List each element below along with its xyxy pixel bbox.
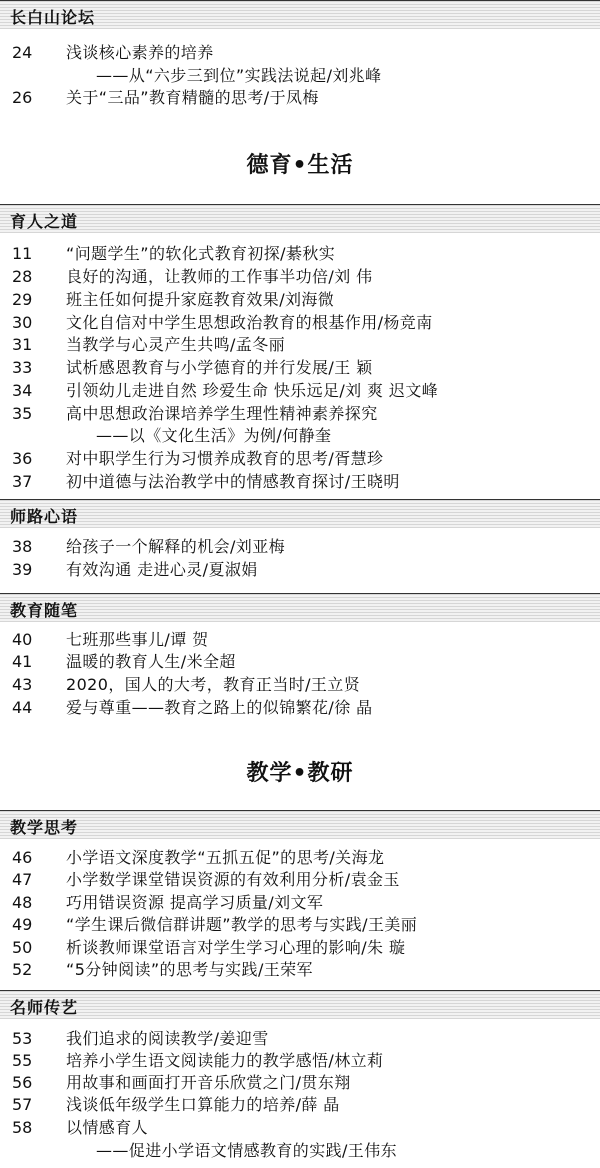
page-number: 55 <box>12 1051 33 1070</box>
article-title: 巧用错误资源 提高学习质量/刘文军 <box>66 893 324 912</box>
toc-entry[interactable] <box>0 403 600 425</box>
article-title: 良好的沟通，让教师的工作事半功倍/刘 伟 <box>66 267 373 286</box>
toc-entry[interactable] <box>0 869 600 891</box>
article-title: 当教学与心灵产生共鸣/孟冬丽 <box>66 335 285 354</box>
toc-entry[interactable] <box>0 42 600 64</box>
page-number: 26 <box>12 88 33 107</box>
category-title: 德育•生活 <box>246 153 354 178</box>
article-title: 试析感恩教育与小学德育的并行发展/王 颖 <box>66 358 373 377</box>
toc-entry[interactable] <box>0 914 600 936</box>
article-subtitle: ——从“六步三到位”实践法说起/刘兆峰 <box>96 66 382 85</box>
toc-entry[interactable] <box>0 312 600 334</box>
section-header <box>0 593 600 622</box>
section-label: 育人之道 <box>10 212 79 231</box>
page-number: 35 <box>12 404 33 423</box>
article-title: 小学语文深度教学“五抓五促”的思考/关海龙 <box>66 848 385 867</box>
article-title: 初中道德与法治教学中的情感教育探讨/王晓明 <box>66 472 400 491</box>
section-header <box>0 499 600 528</box>
toc-entry[interactable] <box>0 847 600 869</box>
article-title: 班主任如何提升家庭教育效果/刘海微 <box>66 290 335 309</box>
toc-entry[interactable] <box>0 959 600 981</box>
article-title: 温暖的教育人生/米全超 <box>66 652 236 671</box>
section-header <box>0 0 600 29</box>
toc-entry[interactable] <box>0 674 600 696</box>
section-label: 教学思考 <box>10 818 79 837</box>
page-number: 38 <box>12 537 33 556</box>
toc-entry[interactable] <box>0 334 600 356</box>
page-number: 50 <box>12 938 33 957</box>
toc-entry[interactable] <box>0 448 600 470</box>
page-number: 29 <box>12 290 33 309</box>
toc-entry[interactable] <box>0 629 600 651</box>
page-number: 30 <box>12 313 33 332</box>
page-number: 49 <box>12 915 33 934</box>
article-title: 我们追求的阅读教学/姜迎雪 <box>66 1029 269 1048</box>
category-title: 教学•教研 <box>246 761 354 786</box>
toc-entry[interactable] <box>0 892 600 914</box>
toc-entry[interactable] <box>0 266 600 288</box>
page-number: 31 <box>12 335 33 354</box>
article-title: 文化自信对中学生思想政治教育的根基作用/杨竞南 <box>66 313 433 332</box>
toc-entry[interactable] <box>0 1094 600 1116</box>
toc-entry[interactable] <box>0 1028 600 1050</box>
toc-entry[interactable] <box>0 1050 600 1072</box>
page-number: 56 <box>12 1073 33 1092</box>
article-title: 用故事和画面打开音乐欣赏之门/贯东翔 <box>66 1073 351 1092</box>
article-title: 给孩子一个解释的机会/刘亚梅 <box>66 537 285 556</box>
page-number: 46 <box>12 848 33 867</box>
page-number: 11 <box>12 244 33 263</box>
toc-entry[interactable] <box>0 380 600 402</box>
page-number: 34 <box>12 381 33 400</box>
toc-entry[interactable] <box>0 1117 600 1139</box>
page-number: 57 <box>12 1095 33 1114</box>
article-title: “问题学生”的软化式教育初探/綦秋实 <box>66 244 336 263</box>
section-header <box>0 204 600 233</box>
section-label: 教育随笔 <box>10 601 79 620</box>
article-title: 2020，国人的大考，教育正当时/王立贤 <box>66 675 361 694</box>
toc-entry[interactable] <box>0 471 600 493</box>
toc-entry[interactable] <box>0 559 600 581</box>
toc-entry[interactable] <box>0 697 600 719</box>
toc-entry[interactable] <box>0 357 600 379</box>
page-number: 39 <box>12 560 33 579</box>
toc-entry[interactable] <box>0 243 600 265</box>
article-title: 小学数学课堂错误资源的有效利用分析/袁金玉 <box>66 870 400 889</box>
article-title: 爱与尊重——教育之路上的似锦繁花/徐 晶 <box>66 698 373 717</box>
article-title: 对中职学生行为习惯养成教育的思考/胥慧珍 <box>66 449 384 468</box>
toc-entry-subtitle[interactable] <box>0 425 600 447</box>
page-number: 40 <box>12 630 33 649</box>
section-label: 名师传艺 <box>10 998 79 1017</box>
page-number: 43 <box>12 675 33 694</box>
article-subtitle: ——以《文化生活》为例/何静奎 <box>96 426 332 445</box>
article-title: 高中思想政治课培养学生理性精神素养探究 <box>66 404 378 423</box>
page-number: 48 <box>12 893 33 912</box>
toc-entry-subtitle[interactable] <box>0 1140 600 1162</box>
article-title: 浅谈核心素养的培养 <box>66 43 214 62</box>
page-number: 58 <box>12 1118 33 1137</box>
article-title: 关于“三品”教育精髓的思考/于凤梅 <box>66 88 319 107</box>
section-label: 长白山论坛 <box>10 8 96 27</box>
article-title: 七班那些事儿/谭 贺 <box>66 630 209 649</box>
toc-entry[interactable] <box>0 651 600 673</box>
toc-entry[interactable] <box>0 937 600 959</box>
article-title: 引领幼儿走进自然 珍爱生命 快乐远足/刘 爽 迟文峰 <box>66 381 439 400</box>
page-number: 37 <box>12 472 33 491</box>
page-number: 36 <box>12 449 33 468</box>
article-title: “学生课后微信群讲题”教学的思考与实践/王美丽 <box>66 915 418 934</box>
page-number: 33 <box>12 358 33 377</box>
article-title: 培养小学生语文阅读能力的教学感悟/林立莉 <box>66 1051 384 1070</box>
toc-entry[interactable] <box>0 289 600 311</box>
toc-entry[interactable] <box>0 1072 600 1094</box>
article-title: 析谈教师课堂语言对学生学习心理的影响/朱 璇 <box>66 938 406 957</box>
article-title: 有效沟通 走进心灵/夏淑娟 <box>66 560 258 579</box>
page-number: 52 <box>12 960 33 979</box>
section-label: 师路心语 <box>10 507 79 526</box>
article-title: 以情感育人 <box>66 1118 149 1137</box>
page-number: 41 <box>12 652 33 671</box>
page-number: 28 <box>12 267 33 286</box>
section-header <box>0 810 600 839</box>
article-title: “5分钟阅读”的思考与实践/王荣军 <box>66 960 313 979</box>
article-subtitle: ——促进小学语文情感教育的实践/王伟东 <box>96 1141 397 1160</box>
toc-entry[interactable] <box>0 536 600 558</box>
page-number: 47 <box>12 870 33 889</box>
article-title: 浅谈低年级学生口算能力的培养/薛 晶 <box>66 1095 340 1114</box>
page-number: 24 <box>12 43 33 62</box>
toc-entry-subtitle[interactable] <box>0 65 600 87</box>
page-number: 53 <box>12 1029 33 1048</box>
toc-entry[interactable] <box>0 87 600 109</box>
section-header <box>0 990 600 1019</box>
page-number: 44 <box>12 698 33 717</box>
